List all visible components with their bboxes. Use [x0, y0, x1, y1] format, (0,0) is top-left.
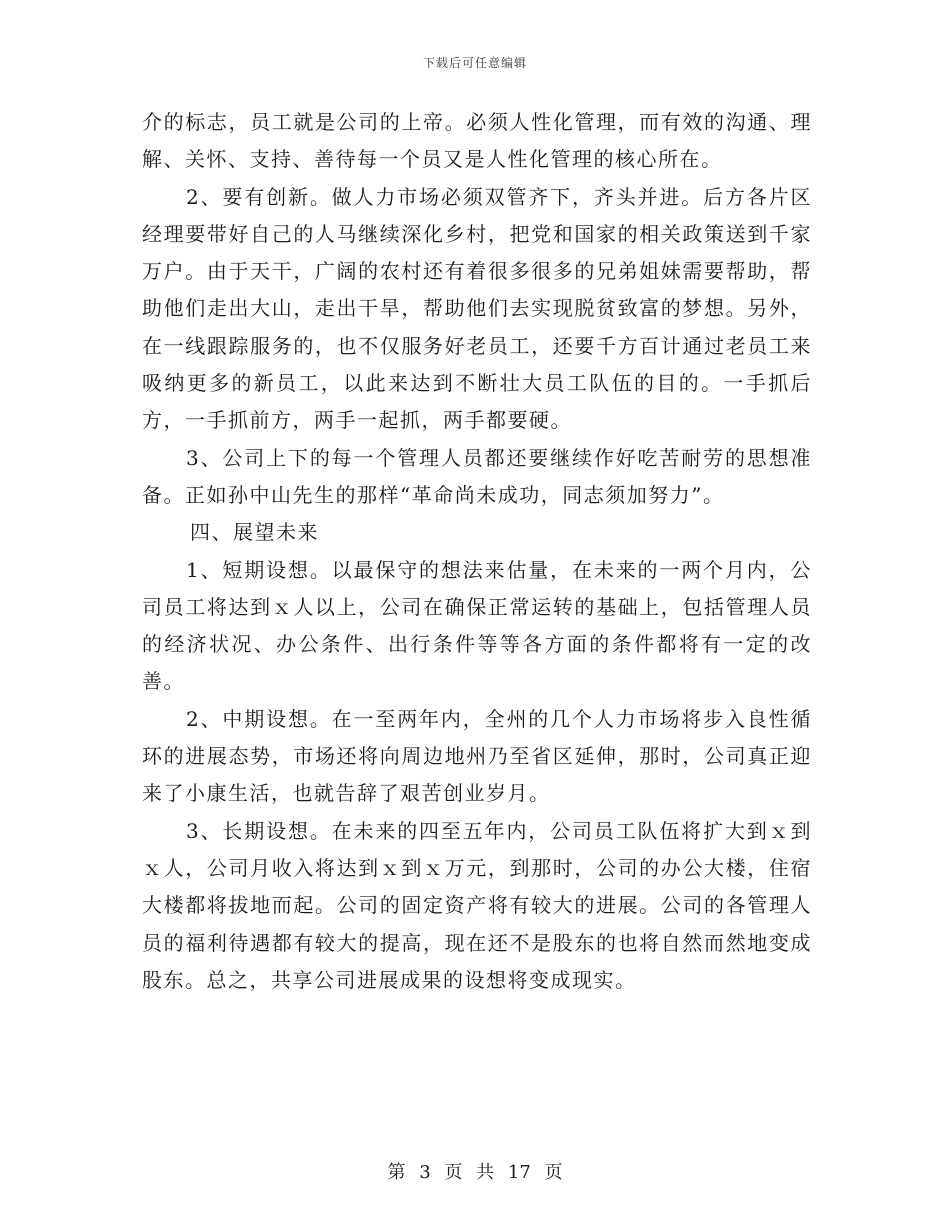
paragraph-short-term: 1、短期设想。以最保守的想法来估量，在未来的一两个月内，公司员工将达到ｘ人以上，公司在确保正常运转的基础上，包括管理人员的经济状况、办公条件、出行条件等等各方面的条件都将有一定的改善。	[142, 557, 812, 694]
footer-label-total-unit: 页	[544, 1162, 563, 1183]
document-body	[142, 104, 812, 999]
footer-label-page-unit: 页	[444, 1162, 463, 1183]
paragraph-management-prep: 3、公司上下的每一个管理人员都还要继续作好吃苦耐劳的思想准备。正如孙中山先生的那样“革命尚未成功，同志须加努力”。	[142, 445, 812, 507]
footer-current-page: 3	[419, 1162, 431, 1183]
page-number-footer	[0, 1158, 950, 1184]
paragraph-long-term: 3、长期设想。在未来的四至五年内，公司员工队伍将扩大到ｘ到ｘ人，公司月收入将达到ｘ到ｘ万元，到那时，公司的办公大楼，住宿大楼都将拔地而起。公司的固定资产将有较大的进展。公司的各管理人员的福利待遇都有较大的提高，现在还不是股东的也将自然而然地变成股东。总之，共享公司进展成果的设想将变成现实。	[142, 818, 812, 992]
page-header-note: 下载后可任意编辑	[422, 56, 527, 70]
footer-label-total: 共	[476, 1162, 495, 1183]
footer-label-page: 第	[387, 1162, 406, 1183]
paragraph-mid-term: 2、中期设想。在一至两年内，全州的几个人力市场将步入良性循环的进展态势，市场还将向周边地州乃至省区延伸，那时，公司真正迎来了小康生活，也就告辞了艰苦创业岁月。	[142, 706, 812, 806]
footer-total-pages: 17	[507, 1162, 531, 1183]
section-heading-outlook: 四、展望未来	[190, 520, 319, 545]
paragraph-continuation: 介的标志，员工就是公司的上帝。必须人性化管理，而有效的沟通、理解、关怀、支持、善待每一个员又是人性化管理的核心所在。	[142, 110, 812, 172]
paragraph-innovation: 2、要有创新。做人力市场必须双管齐下，齐头并进。后方各片区经理要带好自己的人马继续深化乡村，把党和国家的相关政策送到千家万户。由于天干，广阔的农村还有着很多很多的兄弟姐妹需要帮助，帮助他们走出大山，走出干旱，帮助他们去实现脱贫致富的梦想。另外，在一线跟踪服务的，也不仅服务好老员工，还要千方百计通过老员工来吸纳更多的新员工，以此来达到不断壮大员工队伍的目的。一手抓后方，一手抓前方，两手一起抓，两手都要硬。	[142, 184, 812, 433]
